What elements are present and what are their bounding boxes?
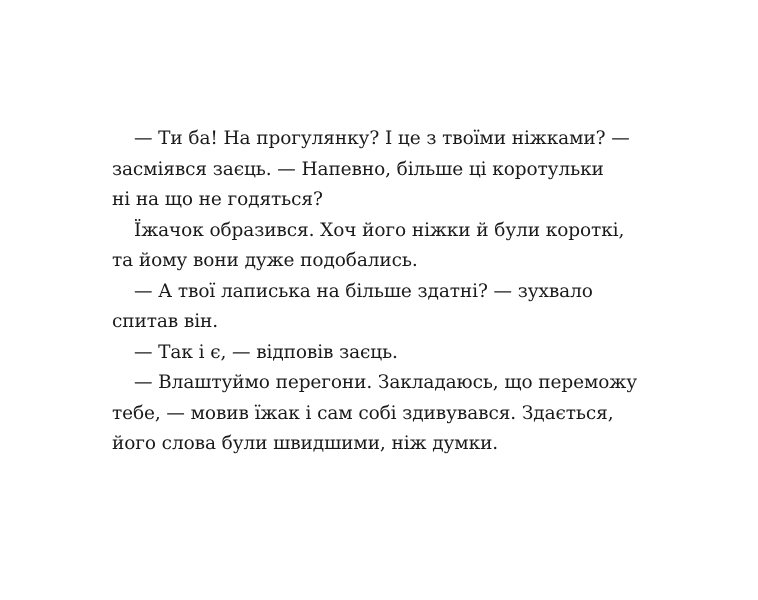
text-line: — Ти ба! На прогулянку? І це з твоїми ніжками? —	[134, 128, 630, 149]
text-line: — Влаштуймо перегони. Закладаюсь, що переможу	[134, 372, 637, 393]
text-line: Їжачок образився. Хоч його ніжки й були короткі,	[134, 219, 625, 241]
text-line: — А твої лаписька на більше здатні? — зухвало	[134, 280, 593, 302]
text-line: спитав він.	[112, 311, 219, 332]
text-line: тебе, — мовив їжак і сам собі здивувався. Здається,	[112, 402, 614, 424]
story-text	[112, 124, 637, 460]
text-line: та йому вони дуже подобались.	[112, 250, 418, 271]
text-line: його слова були швидшими, ніж думки.	[112, 433, 499, 454]
text-line: засміявся заєць. — Напевно, більше ці коротульки	[112, 158, 604, 180]
text-line: — Так і є, — відповів заєць.	[134, 341, 398, 363]
text-line: ні на що не годяться?	[112, 189, 323, 210]
